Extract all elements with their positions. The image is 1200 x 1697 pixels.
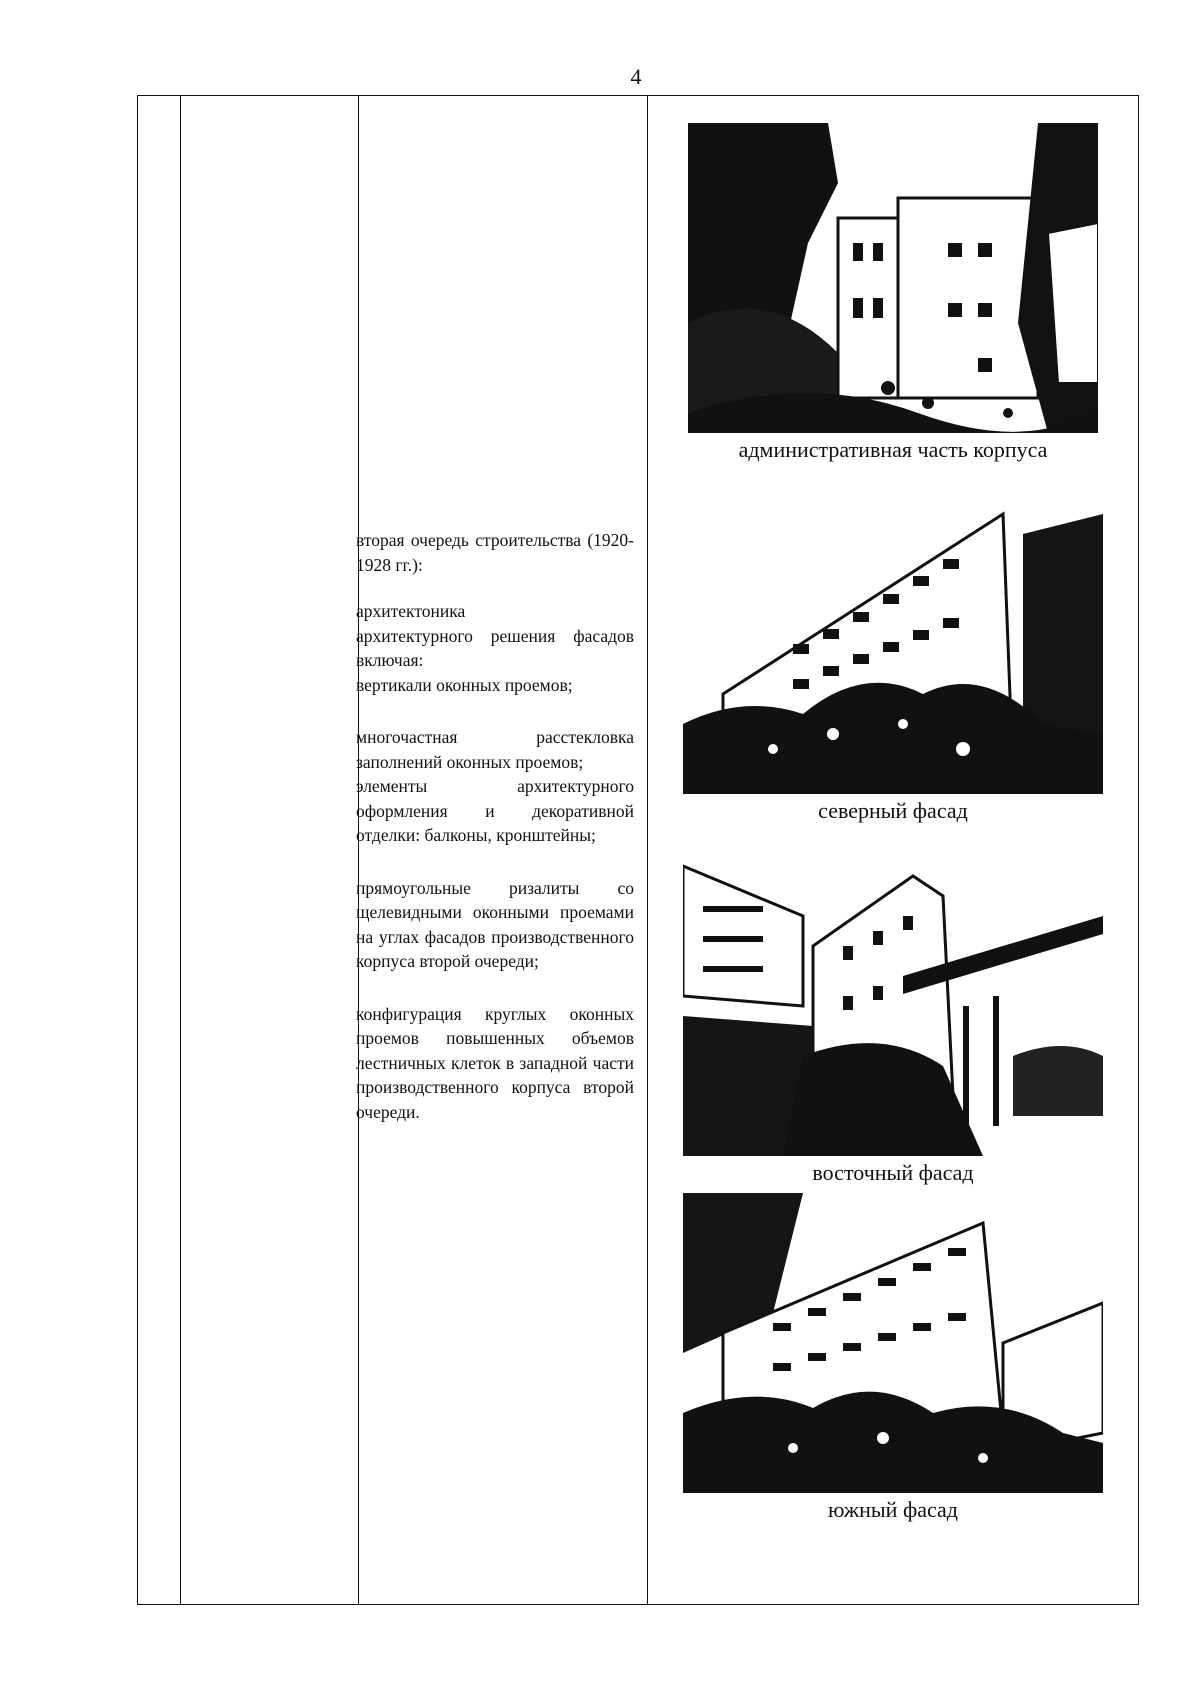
page-number: 4 bbox=[630, 64, 642, 89]
description-paragraph bbox=[356, 725, 634, 848]
monument-table bbox=[137, 95, 1139, 1605]
description-line: архитектоника bbox=[356, 601, 466, 621]
building-photo-icon bbox=[683, 494, 1103, 794]
building-photo-icon bbox=[683, 1193, 1103, 1493]
photo-cell-south-facade bbox=[647, 1193, 1139, 1523]
photo-caption: восточный фасад bbox=[812, 1160, 974, 1185]
photo-caption: северный фасад bbox=[818, 798, 968, 823]
description-line: архитектурного решения фасадов включая: bbox=[356, 625, 634, 670]
photo-cell-north-facade bbox=[647, 494, 1139, 824]
photo-caption: южный фасад bbox=[828, 1497, 958, 1522]
description-paragraph bbox=[356, 876, 634, 974]
column-divider bbox=[180, 96, 181, 1604]
photo-cell-east-facade bbox=[647, 856, 1139, 1186]
description-line: прямоугольные ризалиты со щелевидными оконными проемами на углах фасадов производственного корпуса второй очереди; bbox=[356, 877, 634, 971]
photo-cell-administrative bbox=[647, 123, 1139, 463]
photo-caption: административная часть корпуса bbox=[738, 437, 1048, 462]
description-line: многочастная расстекловка заполнений оконных проемов; bbox=[356, 727, 634, 772]
description-heading: вторая очередь строительства (1920-1928 гг.): bbox=[356, 530, 634, 575]
description-line: элементы архитектурного оформления и декоративной отделки: балконы, кронштейны; bbox=[356, 776, 634, 845]
building-photo-icon bbox=[688, 123, 1098, 433]
description-line: конфигурация круглых оконных проемов повышенных объемов лестничных клеток в западной части производственного корпуса второй очереди. bbox=[356, 1003, 634, 1122]
description-line: вертикали оконных проемов; bbox=[356, 674, 573, 695]
description-paragraph bbox=[356, 1002, 634, 1125]
description-paragraph bbox=[356, 599, 634, 697]
subject-description bbox=[356, 528, 634, 1146]
building-photo-icon bbox=[683, 856, 1103, 1156]
